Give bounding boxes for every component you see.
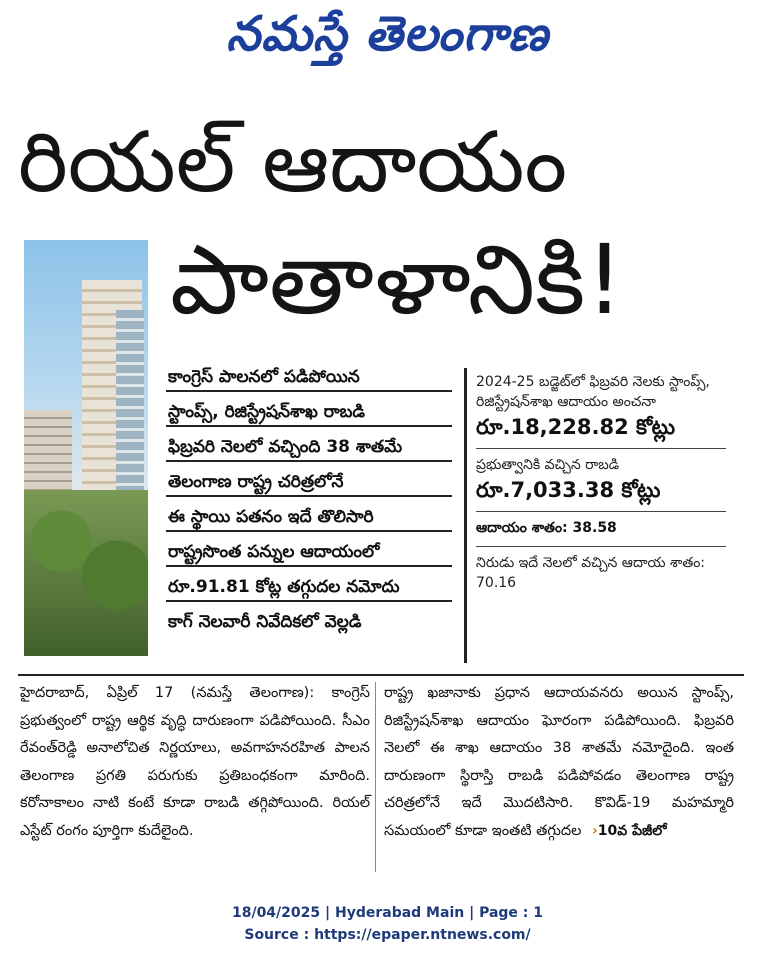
article-column-2: [384, 680, 734, 845]
highlight-item: తెలంగాణ రాష్ట్ర చరిత్రలోనే: [166, 471, 452, 497]
last-year-label: నిరుడు ఇదే నెలలో వచ్చిన ఆదాయ శాతం: 70.16: [476, 555, 706, 591]
footer-date-edition: 18/04/2025 | Hyderabad Main | Page : 1: [231, 905, 544, 921]
column-divider: [375, 682, 376, 872]
article-top-rule: [18, 674, 744, 676]
highlight-item: రాష్ట్రసొంత పన్నుల ఆదాయంలో: [166, 541, 452, 567]
article-text: రాష్ట్ర ఖజానాకు ప్రధాన ఆదాయవనరు అయిన స్టాంప్స్, రిజిస్ట్రేషన్‌శాఖ ఆదాయం ఘోరంగా పడిపోయింది. ఫిబ్రవరి నెలలో ఈ శాఖ ఆదాయం 38 శాతమే నమోదైంది. ఇంత దారుణంగా స్థిరాస్తి రాబడి పడిపోవడం తెలంగాణ రాష్ట్ర చరిత్రలోనే ఇదే మొదటిసారి. కొవిడ్-19 మహమ్మారి సమయంలో కూడా ఇంతటి తగ్గుదల: [384, 685, 734, 839]
stats-box: [476, 372, 726, 593]
highlight-list: [166, 366, 452, 644]
highlight-item: ఫిబ్రవరి నెలలో వచ్చింది 38 శాతమే: [166, 436, 452, 462]
highlight-item: కాగ్ నెలవారీ నివేదికలో వెల్లడి: [168, 612, 362, 632]
chevron-right-icon: ›: [592, 822, 598, 839]
masthead-logo: నమస్తే తెలంగాణ: [226, 6, 549, 62]
stats-divider: [476, 546, 726, 547]
highlight-item: స్టాంప్స్, రిజిస్ట్రేషన్‌శాఖ రాబడి: [166, 401, 452, 427]
vertical-divider: [464, 368, 467, 663]
highlight-item: ఈ స్థాయి పతనం ఇదే తొలిసారి: [166, 506, 452, 532]
article-column-1: [20, 680, 370, 845]
stats-divider: [476, 511, 726, 512]
highlight-item: రూ.91.81 కోట్ల తగ్గుదల నమోదు: [166, 576, 452, 602]
received-label: ప్రభుత్వానికి వచ్చిన రాబడి: [476, 457, 620, 473]
continued-link[interactable]: [592, 823, 667, 839]
budget-label: 2024-25 బడ్జెట్‌లో ఫిబ్రవరి నెలకు స్టాంప్స్, రిజిస్ట్రేషన్‌శాఖ ఆదాయం అంచనా: [476, 374, 710, 410]
footer-source: Source : https://epaper.ntnews.com/: [244, 927, 531, 943]
percent-label: ఆదాయం శాతం: 38.58: [476, 520, 617, 536]
building-photo: [24, 240, 148, 656]
stats-divider: [476, 448, 726, 449]
budget-value: రూ.18,228.82 కోట్లు: [476, 415, 676, 439]
highlight-item: కాంగ్రెస్ పాలనలో పడిపోయిన: [166, 366, 452, 392]
headline-line-1: రియల్ ఆదాయం: [18, 113, 568, 211]
received-value: రూ.7,033.38 కోట్లు: [476, 478, 661, 502]
article-text: హైదరాబాద్, ఏప్రిల్ 17 (నమస్తే తెలంగాణ): కాంగ్రెస్ ప్రభుత్వంలో రాష్ట్ర ఆర్థిక వృద్ధి దారుణంగా పడిపోయింది. సీఎం రేవంత్‌రెడ్డి అనాలోచిత నిర్ణయాలు, అవగాహనరహిత పాలన తెలంగాణ ప్రగతి పరుగుకు ప్రతిబంధకంగా మారింది. కరోనాకాలం నాటి కంటే కూడా రాబడి తగ్గిపోయింది. రియల్ ఎస్టేట్ రంగం పూర్తిగా కుదేలైంది.: [20, 685, 370, 839]
headline-line-2: పాతాళానికి!: [170, 224, 624, 336]
continued-label: 10వ పేజీలో: [597, 822, 667, 839]
